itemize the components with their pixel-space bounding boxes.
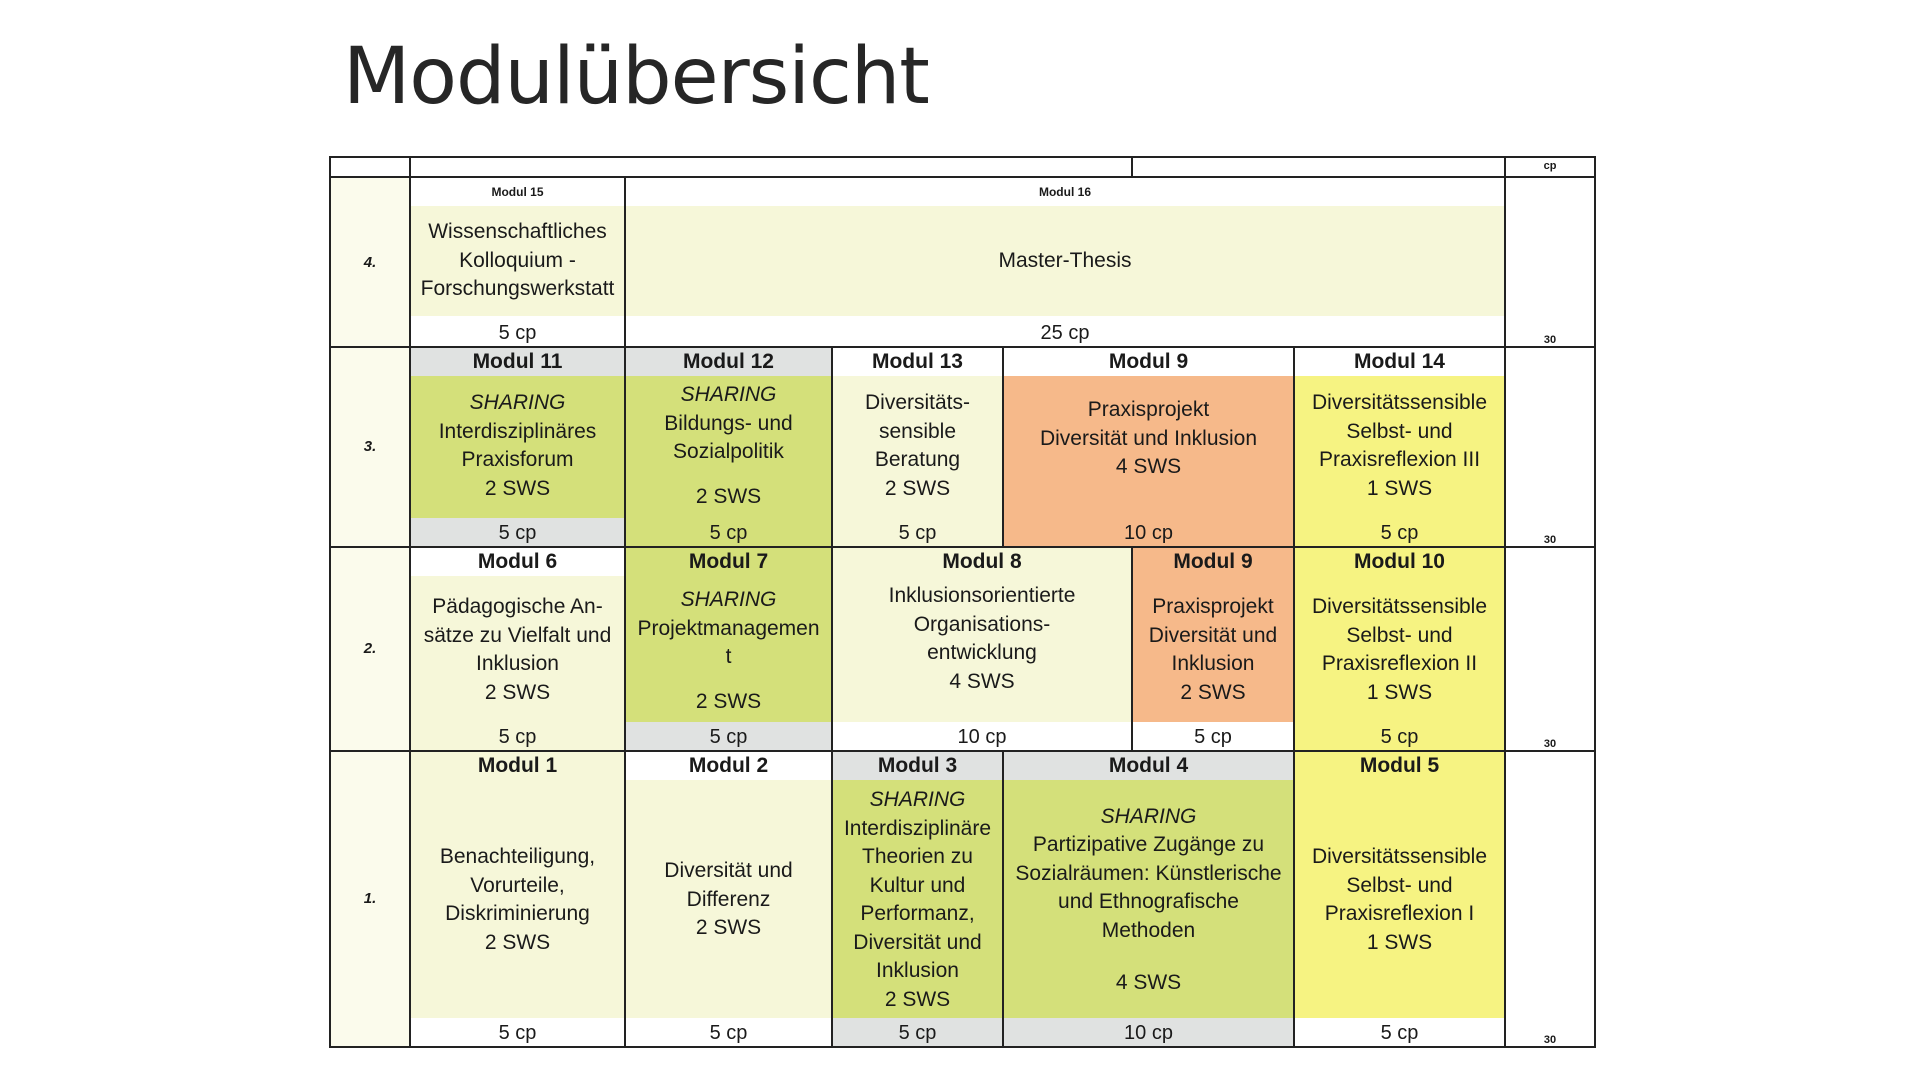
module-line: sensible	[878, 419, 957, 443]
header-blank-mid1	[409, 156, 1133, 178]
module-line: Diversität und	[1148, 623, 1278, 647]
semester-cell-2	[329, 546, 411, 752]
module-line: Forschungswerkstatt	[420, 277, 615, 301]
module-cp: 5 cp	[898, 1022, 937, 1044]
module-title: Modul 14	[1353, 350, 1445, 373]
module-5	[1293, 750, 1506, 1048]
module-line: Partizipative Zugänge zu	[1032, 833, 1265, 856]
semester-cell-3	[329, 346, 411, 548]
module-line: Selbst- und	[1346, 419, 1453, 443]
module-title: Modul 4	[1108, 754, 1189, 777]
semester-cell-1	[329, 750, 411, 1048]
page-title: Modulübersicht	[343, 32, 929, 122]
module-title: Modul 8	[942, 550, 1022, 573]
total-cell-3	[1504, 346, 1596, 548]
module-description	[411, 206, 624, 316]
module-title: Modul 10	[1353, 550, 1445, 573]
module-line: Kultur und	[869, 873, 966, 897]
module-description	[626, 206, 1504, 316]
module-line: Diversitäts-	[864, 391, 970, 414]
module-line: 2 SWS	[695, 484, 762, 508]
module-line: Master-Thesis	[998, 248, 1132, 272]
module-description	[1004, 780, 1293, 1020]
module-cp: 25 cp	[1040, 322, 1090, 344]
semester-cell-4	[329, 176, 411, 348]
module-title: Modul 5	[1359, 754, 1440, 777]
module-title: Modul 1	[477, 754, 558, 777]
module-title: Modul 13	[871, 350, 963, 373]
module-10	[1293, 546, 1506, 752]
module-12	[624, 346, 833, 548]
module-line: Praxisforum	[461, 448, 574, 471]
module-title: Modul 2	[688, 754, 769, 777]
module-description	[1295, 576, 1504, 724]
module-line: 4 SWS	[1115, 455, 1182, 478]
module-cp: 5 cp	[498, 522, 537, 544]
module-line: 1 SWS	[1366, 680, 1433, 704]
module-2	[624, 750, 833, 1048]
module-description	[833, 780, 1002, 1020]
module-line: 1 SWS	[1366, 930, 1433, 954]
module-6	[409, 546, 626, 752]
total-cell-2	[1504, 546, 1596, 752]
module-14	[1293, 346, 1506, 548]
total-cp: 30	[1543, 334, 1557, 346]
module-line: Selbst- und	[1346, 873, 1453, 897]
module-title: Modul 15	[491, 185, 544, 199]
module-cp: 5 cp	[498, 1022, 537, 1044]
module-line: Projektmanagemen	[637, 616, 820, 640]
module-11	[409, 346, 626, 548]
module-line: Diversitätssensible	[1311, 845, 1488, 868]
module-description	[833, 376, 1002, 516]
module-line: Diversität und	[853, 930, 982, 954]
module-line: 4 SWS	[1115, 971, 1182, 994]
module-line: Bildungs- und	[664, 411, 793, 435]
module-16	[624, 176, 1506, 348]
module-line: 2 SWS	[695, 689, 762, 713]
module-line: Praxisreflexion I	[1324, 902, 1475, 925]
module-line: entwicklung	[927, 641, 1037, 664]
module-line: Theorien zu	[862, 845, 973, 868]
module-7	[624, 546, 833, 752]
module-description	[1295, 376, 1504, 516]
module-line: Diversität und	[664, 859, 793, 883]
module-line: Inklusion	[1171, 652, 1255, 675]
module-title: Modul 6	[477, 550, 558, 573]
header-cp-label: cp	[1543, 160, 1557, 172]
module-title: Modul 11	[472, 350, 563, 373]
module-9-sem3	[1002, 346, 1295, 548]
module-line: 2 SWS	[884, 987, 951, 1011]
module-13	[831, 346, 1004, 548]
module-line: Sozialräumen: Künstlerische	[1015, 861, 1282, 885]
module-title: Modul 3	[877, 754, 958, 777]
header-blank-mid2	[1131, 156, 1506, 178]
module-cp: 5 cp	[498, 726, 537, 748]
module-title: Modul 7	[688, 550, 769, 573]
module-description	[411, 780, 624, 1020]
semester-label: 1.	[363, 890, 377, 907]
module-line: 2 SWS	[695, 916, 762, 940]
module-line: Differenz	[686, 887, 771, 911]
module-title: Modul 9	[1173, 550, 1253, 573]
module-line: und Ethnografische	[1058, 890, 1239, 913]
total-cp: 30	[1543, 738, 1557, 750]
module-cp: 5 cp	[498, 322, 537, 344]
total-cell-1	[1504, 750, 1596, 1048]
module-line: Praxisprojekt	[1087, 398, 1210, 421]
module-line: 2 SWS	[484, 476, 551, 500]
module-1	[409, 750, 626, 1048]
module-cp: 5 cp	[898, 522, 937, 544]
module-cp: 5 cp	[1380, 1022, 1419, 1044]
sharing-tag: SHARING	[680, 588, 777, 611]
sharing-tag: SHARING	[680, 383, 777, 406]
module-line: 2 SWS	[484, 930, 551, 954]
module-line: Selbst- und	[1346, 623, 1453, 647]
module-cp: 5 cp	[1380, 726, 1419, 748]
module-description	[411, 376, 624, 516]
module-line: Wissenschaftliches	[428, 220, 607, 244]
total-cell-4	[1504, 176, 1596, 348]
module-title: Modul 16	[1038, 185, 1091, 199]
module-line: 1 SWS	[1366, 476, 1433, 500]
module-line: Performanz,	[860, 902, 975, 925]
module-description	[1295, 780, 1504, 1020]
header-cp-cell	[1504, 156, 1596, 178]
module-line: Diversität und Inklusion	[1039, 426, 1258, 450]
module-line: Praxisreflexion III	[1318, 448, 1481, 471]
module-line: 2 SWS	[484, 680, 551, 704]
semester-label: 2.	[363, 640, 377, 657]
module-description	[626, 576, 831, 726]
semester-label: 4.	[363, 254, 377, 271]
module-9-sem2	[1131, 546, 1295, 752]
module-line: Interdisziplinäres	[438, 419, 597, 443]
module-line: Diversitätssensible	[1311, 595, 1488, 618]
module-line: Praxisreflexion II	[1321, 652, 1478, 675]
module-line: Benachteiligung,	[439, 845, 596, 868]
module-line: Praxisprojekt	[1152, 595, 1274, 618]
header-blank-left	[329, 156, 411, 178]
module-description	[411, 576, 624, 724]
module-line: Organisations-	[913, 612, 1051, 636]
module-15	[409, 176, 626, 348]
total-cp: 30	[1543, 534, 1557, 546]
sharing-tag: SHARING	[1100, 804, 1197, 828]
module-line: 2 SWS	[884, 476, 951, 500]
module-description	[833, 574, 1131, 704]
module-line: 4 SWS	[949, 669, 1015, 693]
module-line: Vorurteile,	[470, 873, 565, 897]
module-line: Beratung	[874, 448, 961, 471]
module-line: Inklusion	[476, 652, 559, 675]
module-title: Modul 12	[682, 350, 774, 373]
module-line: Inklusion	[876, 959, 959, 982]
module-cp: 5 cp	[1380, 522, 1419, 544]
module-cp: 5 cp	[709, 1022, 748, 1044]
module-line: t	[725, 645, 732, 668]
module-cp: 5 cp	[709, 726, 748, 748]
module-line: 2 SWS	[1180, 680, 1246, 704]
module-description	[626, 376, 831, 516]
module-cp: 10 cp	[1124, 1022, 1173, 1044]
module-cp: 5 cp	[1194, 726, 1232, 748]
module-description	[1004, 376, 1293, 516]
module-description	[1133, 576, 1293, 724]
semester-label: 3.	[363, 438, 377, 455]
module-line: Methoden	[1101, 918, 1196, 942]
module-3	[831, 750, 1004, 1048]
module-line: Diversitätssensible	[1311, 391, 1488, 414]
module-line: Sozialpolitik	[673, 440, 784, 463]
module-line: Pädagogische An-	[432, 595, 603, 618]
module-line: Kolloquium -	[459, 248, 576, 272]
module-line: Interdisziplinäre	[843, 816, 992, 840]
module-cp: 5 cp	[709, 522, 748, 544]
module-line: sätze zu Vielfalt und	[423, 623, 612, 647]
module-cp: 10 cp	[957, 726, 1007, 748]
module-8	[831, 546, 1133, 752]
module-4	[1002, 750, 1295, 1048]
module-line: Inklusionsorientierte	[888, 584, 1076, 607]
module-cp: 10 cp	[1124, 522, 1173, 544]
sharing-tag: SHARING	[869, 788, 966, 811]
total-cp: 30	[1543, 1034, 1557, 1046]
module-title: Modul 9	[1108, 350, 1189, 373]
module-line: Diskriminierung	[445, 902, 590, 925]
module-description	[626, 780, 831, 1020]
sharing-tag: SHARING	[469, 391, 566, 414]
